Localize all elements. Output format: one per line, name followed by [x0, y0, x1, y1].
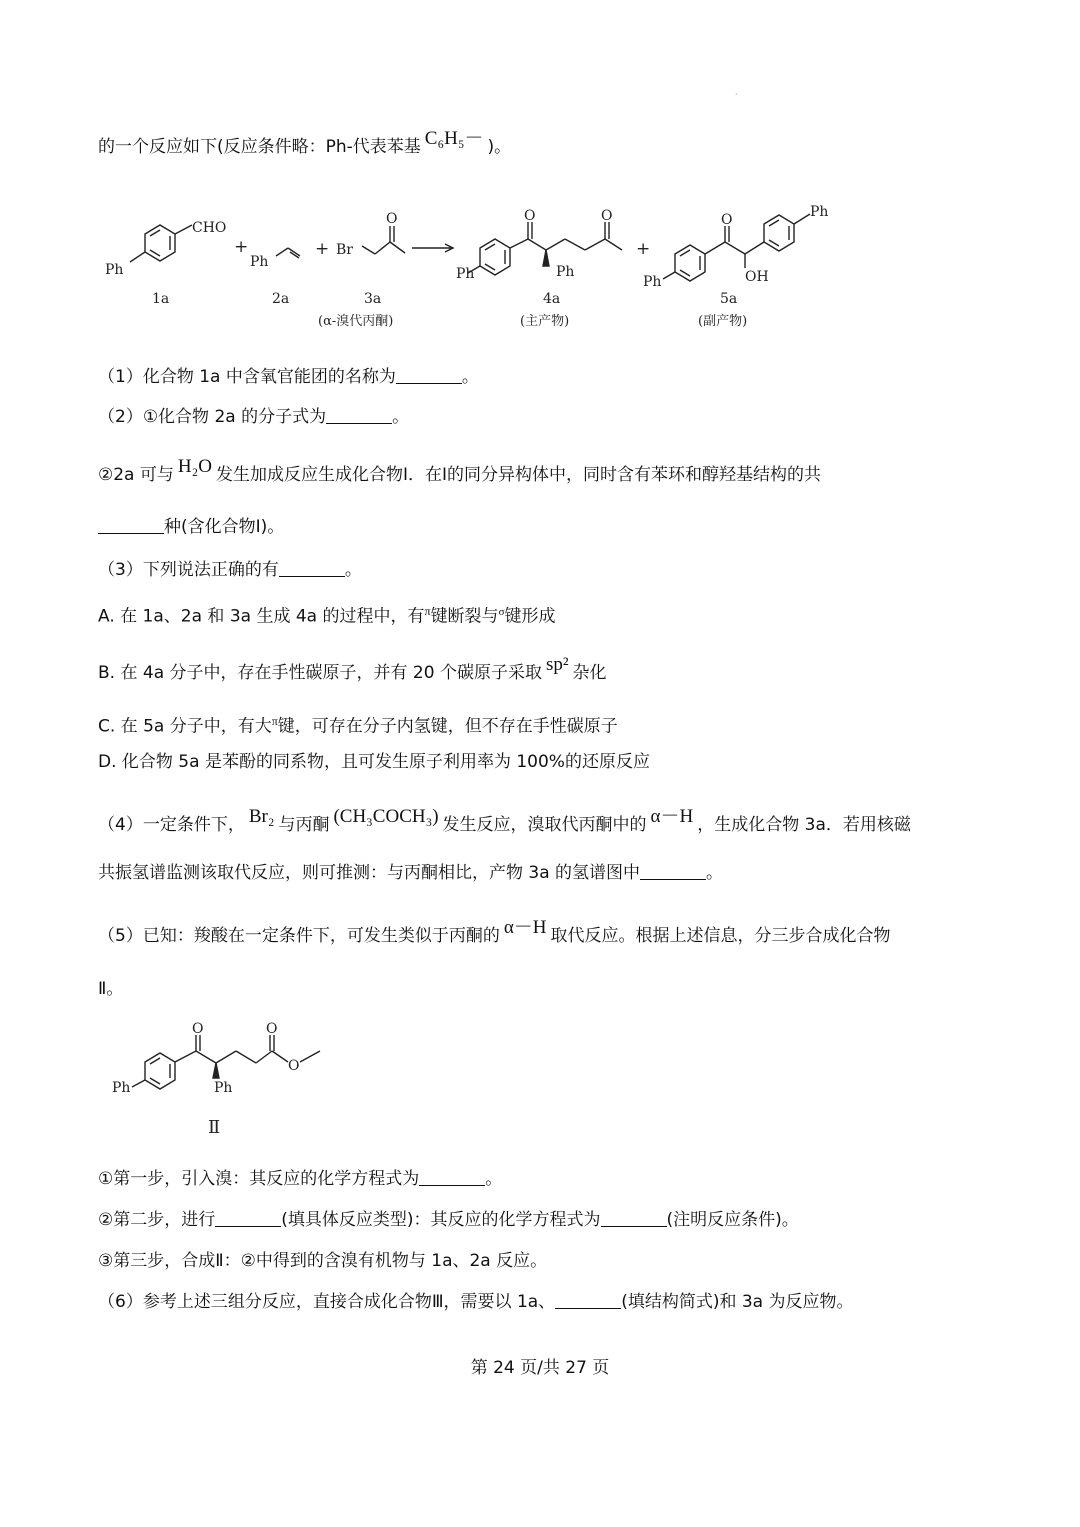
- option-a: A. 在 1a、2a 和 3a 生成 4a 的过程中，有$^\pi$键断裂与$^\sigma$键形成: [98, 604, 556, 627]
- atom-o-4a-2: O: [601, 208, 613, 224]
- label-5a-desc: (副产物): [698, 314, 748, 329]
- intro-text: 的一个反应如下(反应条件略：Ph-代表苯基: [98, 137, 421, 157]
- intro-line: [98, 128, 511, 158]
- atom-ph-4a-left: Ph: [456, 266, 475, 282]
- question-2-2: ②2a 可与 H₂O 发生加成反应生成化合物Ⅰ．在Ⅰ的同分异构体中，同时含有苯环和醇羟基结构的共: [98, 456, 821, 485]
- acetone-formula: (CH₃COCH₃): [333, 806, 439, 827]
- question-1: （1）化合物 1a 中含氧官能团的名称为 。: [98, 367, 479, 387]
- step-1: ①第一步，引入溴：其反应的化学方程式为 。: [98, 1169, 503, 1189]
- atom-ph-5a-left: Ph: [643, 274, 662, 290]
- option-d: D. 化合物 5a 是苯酚的同系物，且可发生原子利用率为 100%的还原反应: [98, 752, 650, 772]
- answer-blank-q4[interactable]: [640, 863, 706, 880]
- compound-II-structure: [100, 1020, 340, 1140]
- atom-cho: CHO: [192, 220, 227, 236]
- sp2-label: sp²: [545, 654, 569, 675]
- answer-blank-q6[interactable]: [555, 1292, 621, 1309]
- label-4a: 4a: [543, 291, 561, 307]
- question-4-cont: 共振氢谱监测该取代反应，则可推测：与丙酮相比，产物 3a 的氢谱图中 。: [98, 863, 724, 883]
- step-3: ③第三步，合成Ⅱ：②中得到的含溴有机物与 1a、2a 反应。: [98, 1251, 548, 1271]
- intro-end: )。: [487, 137, 512, 157]
- scan-dot: ·: [735, 90, 738, 99]
- phenyl-formula: C₆H₅－: [424, 128, 484, 149]
- question-2-2-cont: 种(含化合物Ⅰ)。: [98, 516, 284, 538]
- label-5a: 5a: [720, 291, 738, 307]
- atom-ph-II-mid: Ph: [214, 1080, 233, 1096]
- label-3a-desc: (α-溴代丙酮): [318, 314, 394, 329]
- atom-oh-5a: OH: [745, 269, 769, 285]
- reaction-scheme-1: [100, 196, 860, 336]
- atom-o-3a: O: [386, 211, 398, 227]
- atom-o-II-3: O: [288, 1058, 300, 1074]
- atom-ph-2a: Ph: [250, 254, 269, 270]
- label-3a: 3a: [364, 291, 382, 307]
- atom-o-II-2: O: [266, 1021, 278, 1037]
- answer-blank-step2-type[interactable]: [215, 1210, 281, 1227]
- bromine-formula: Br₂: [248, 806, 275, 827]
- plus-1: +: [234, 237, 249, 257]
- answer-blank-q2-2[interactable]: [98, 517, 164, 534]
- atom-ph-5a-right: Ph: [810, 204, 829, 220]
- plus-2: +: [315, 239, 330, 259]
- alpha-h-label-2: α－H: [503, 917, 547, 938]
- alpha-h-label: α－H: [650, 806, 694, 827]
- page-footer: 第 24 页/共 27 页: [470, 1358, 610, 1378]
- question-3: （3）下列说法正确的有 。: [98, 560, 362, 580]
- atom-o-II-1: O: [192, 1021, 204, 1037]
- label-2a: 2a: [272, 291, 290, 307]
- step-2: ②第二步，进行 (填具体反应类型)：其反应的化学方程式为 (注明反应条件)。: [98, 1210, 799, 1230]
- atom-o-5a: O: [721, 212, 733, 228]
- answer-blank-step2-eq[interactable]: [601, 1210, 667, 1227]
- answer-blank-step1[interactable]: [419, 1169, 485, 1186]
- atom-br: Br: [336, 242, 353, 258]
- label-4a-desc: (主产物): [520, 314, 570, 329]
- option-c: C. 在 5a 分子中，有大$^\pi$键，可存在分子内氢键，但不存在手性碳原子: [98, 714, 618, 737]
- atom-ph-1a: Ph: [105, 262, 124, 278]
- atom-ph-4a-mid: Ph: [556, 264, 575, 280]
- atom-ph-II-left: Ph: [112, 1080, 131, 1096]
- water-formula: H₂O: [177, 456, 212, 477]
- answer-blank-q3[interactable]: [279, 560, 345, 577]
- answer-blank-q2-1[interactable]: [326, 407, 392, 424]
- question-5: （5）已知：羧酸在一定条件下，可发生类似于丙酮的 α－H 取代反应。根据上述信息，分三步合成化合物: [98, 917, 891, 946]
- label-II: Ⅱ: [208, 1117, 221, 1138]
- label-1a: 1a: [152, 291, 170, 307]
- question-6: （6）参考上述三组分反应，直接合成化合物Ⅲ，需要以 1a、 (填结构简式)和 3a 为反应物。: [98, 1292, 854, 1312]
- option-b: B. 在 4a 分子中，存在手性碳原子，并有 20 个碳原子采取 sp² 杂化: [98, 654, 607, 683]
- plus-3: +: [636, 239, 651, 259]
- question-2-1: （2）①化合物 2a 的分子式为 。: [98, 407, 410, 427]
- atom-o-4a-1: O: [524, 208, 536, 224]
- answer-blank-q1[interactable]: [396, 367, 462, 384]
- question-5-cont: Ⅱ。: [98, 979, 124, 999]
- question-4: （4）一定条件下， Br₂ 与丙酮 (CH₃COCH₃) 发生反应，溴取代丙酮中的 α－H ，生成化合物 3a．若用核磁: [98, 806, 911, 835]
